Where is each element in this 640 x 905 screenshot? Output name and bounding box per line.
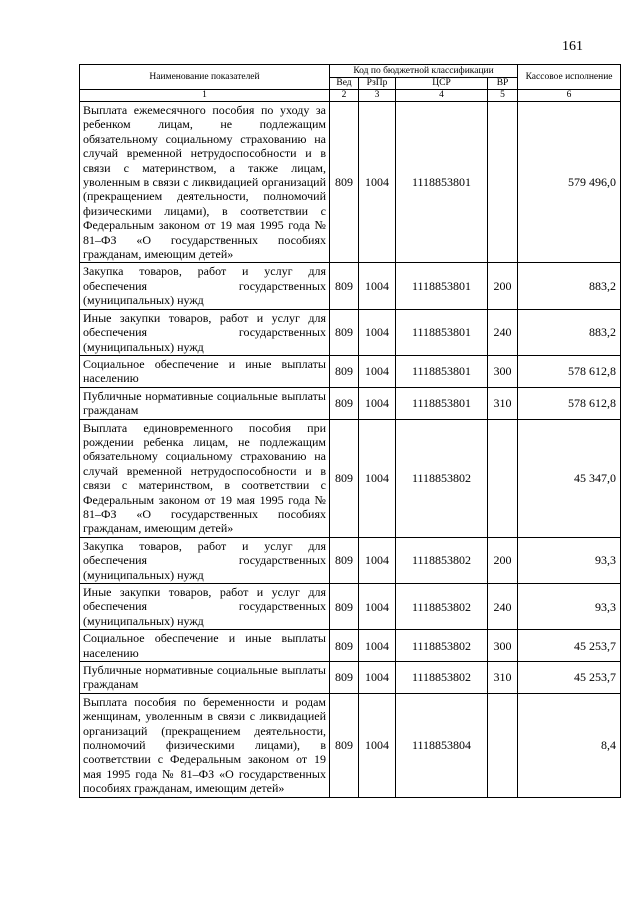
row-csr: 1118853802 xyxy=(396,630,488,662)
row-amount: 8,4 xyxy=(518,693,621,797)
row-vr: 200 xyxy=(488,263,518,309)
row-amount: 578 612,8 xyxy=(518,387,621,419)
row-ved: 809 xyxy=(330,537,359,583)
row-vr: 310 xyxy=(488,662,518,694)
row-amount: 93,3 xyxy=(518,537,621,583)
row-rzpr: 1004 xyxy=(359,387,396,419)
table-row xyxy=(80,387,621,419)
row-csr: 1118853801 xyxy=(396,355,488,387)
row-vr xyxy=(488,102,518,263)
row-csr: 1118853801 xyxy=(396,309,488,355)
column-number: 6 xyxy=(518,90,621,102)
row-rzpr: 1004 xyxy=(359,309,396,355)
row-amount: 45 347,0 xyxy=(518,419,621,537)
table-row xyxy=(80,537,621,583)
table-row xyxy=(80,309,621,355)
row-amount: 579 496,0 xyxy=(518,102,621,263)
page-number: 161 xyxy=(562,39,583,54)
column-number: 4 xyxy=(396,90,488,102)
row-amount: 883,2 xyxy=(518,263,621,309)
header-csr: ЦСР xyxy=(396,78,488,90)
row-name: Социальное обеспечение и иные выплаты населению xyxy=(80,355,330,387)
row-amount: 93,3 xyxy=(518,584,621,630)
column-number: 3 xyxy=(359,90,396,102)
header-execution: Кассовое исполнение xyxy=(518,65,621,90)
column-number: 5 xyxy=(488,90,518,102)
row-vr: 300 xyxy=(488,630,518,662)
row-vr: 240 xyxy=(488,584,518,630)
row-csr: 1118853801 xyxy=(396,263,488,309)
row-ved: 809 xyxy=(330,355,359,387)
row-csr: 1118853802 xyxy=(396,537,488,583)
row-rzpr: 1004 xyxy=(359,263,396,309)
header-name: Наименование показателей xyxy=(80,65,330,90)
row-name: Выплата пособия по беременности и родам женщинам, уволенным в связи с ликвидацией организаций (прекращением деятельности, полномочий физическими лицами), в соответствии с Федеральным законом от 19 мая 1995 года № 81–ФЗ «О государственных пособиях гражданам, имеющим детей» xyxy=(80,693,330,797)
row-ved: 809 xyxy=(330,263,359,309)
row-name: Выплата единовременного пособия при рождении ребенка лицам, не подлежащим обязательному социальному страхованию на случай временной нетрудоспособности и в связи с материнством, в соответствии с Федеральным законом от 19 мая 1995 года № 81–ФЗ «О государственных пособиях гражданам, имеющим детей» xyxy=(80,419,330,537)
table-row xyxy=(80,355,621,387)
table-row xyxy=(80,693,621,797)
header-rzpr: РзПр xyxy=(359,78,396,90)
row-amount: 45 253,7 xyxy=(518,630,621,662)
row-rzpr: 1004 xyxy=(359,419,396,537)
row-name: Иные закупки товаров, работ и услуг для обеспечения государственных (муниципальных) нужд xyxy=(80,584,330,630)
header-ved: Вед xyxy=(330,78,359,90)
row-rzpr: 1004 xyxy=(359,630,396,662)
table-row xyxy=(80,102,621,263)
row-vr xyxy=(488,419,518,537)
row-name: Социальное обеспечение и иные выплаты населению xyxy=(80,630,330,662)
budget-table xyxy=(79,64,621,798)
row-amount: 578 612,8 xyxy=(518,355,621,387)
row-ved: 809 xyxy=(330,693,359,797)
row-vr: 200 xyxy=(488,537,518,583)
row-rzpr: 1004 xyxy=(359,662,396,694)
header-vr: ВР xyxy=(488,78,518,90)
column-number: 1 xyxy=(80,90,330,102)
row-ved: 809 xyxy=(330,630,359,662)
row-vr: 310 xyxy=(488,387,518,419)
row-rzpr: 1004 xyxy=(359,537,396,583)
row-csr: 1118853801 xyxy=(396,387,488,419)
row-name: Иные закупки товаров, работ и услуг для обеспечения государственных (муниципальных) нужд xyxy=(80,309,330,355)
row-name: Закупка товаров, работ и услуг для обеспечения государственных (муниципальных) нужд xyxy=(80,537,330,583)
header-budget-code: Код по бюджетной классификации xyxy=(330,65,518,78)
column-number: 2 xyxy=(330,90,359,102)
row-name: Закупка товаров, работ и услуг для обеспечения государственных (муниципальных) нужд xyxy=(80,263,330,309)
row-name: Публичные нормативные социальные выплаты гражданам xyxy=(80,387,330,419)
row-ved: 809 xyxy=(330,102,359,263)
row-ved: 809 xyxy=(330,387,359,419)
row-ved: 809 xyxy=(330,419,359,537)
row-ved: 809 xyxy=(330,309,359,355)
row-amount: 45 253,7 xyxy=(518,662,621,694)
row-vr: 240 xyxy=(488,309,518,355)
table-row xyxy=(80,662,621,694)
table-row xyxy=(80,630,621,662)
table-row xyxy=(80,584,621,630)
row-csr: 1118853802 xyxy=(396,584,488,630)
row-vr: 300 xyxy=(488,355,518,387)
table-row xyxy=(80,263,621,309)
row-name: Выплата ежемесячного пособия по уходу за ребенком лицам, не подлежащим обязательному социальному страхованию на случай временной нетрудоспособности и в связи с материнством, а также лицам, уволенным в связи с ликвидацией организаций (прекращением деятельности, полномочий физическими лицами), в соответствии с Федеральным законом от 19 мая 1995 года № 81–ФЗ «О государственных пособиях гражданам, имеющим детей» xyxy=(80,102,330,263)
row-rzpr: 1004 xyxy=(359,355,396,387)
row-name: Публичные нормативные социальные выплаты гражданам xyxy=(80,662,330,694)
row-csr: 1118853804 xyxy=(396,693,488,797)
row-ved: 809 xyxy=(330,662,359,694)
row-ved: 809 xyxy=(330,584,359,630)
row-amount: 883,2 xyxy=(518,309,621,355)
row-csr: 1118853802 xyxy=(396,662,488,694)
row-csr: 1118853802 xyxy=(396,419,488,537)
row-csr: 1118853801 xyxy=(396,102,488,263)
table-row xyxy=(80,419,621,537)
row-rzpr: 1004 xyxy=(359,693,396,797)
row-vr xyxy=(488,693,518,797)
row-rzpr: 1004 xyxy=(359,102,396,263)
row-rzpr: 1004 xyxy=(359,584,396,630)
